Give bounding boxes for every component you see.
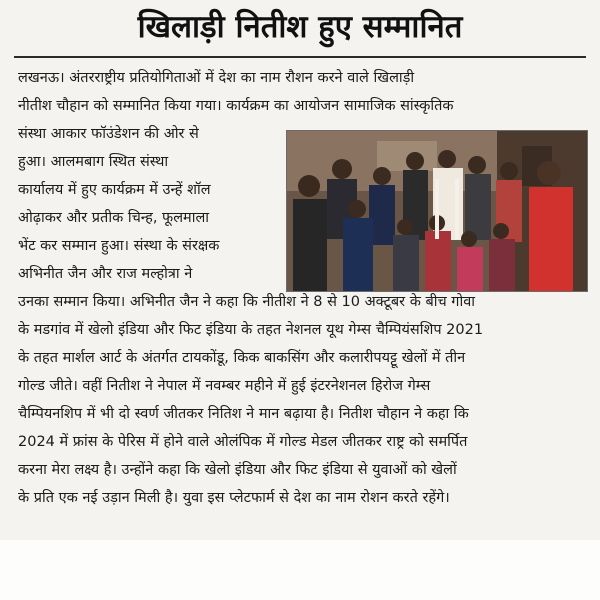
group-photo (286, 130, 588, 292)
body-line-7: भेंट कर सम्मान हुआ। संस्था के संरक्षक (18, 238, 220, 254)
body-line-8: अभिनीत जैन और राज मल्होत्रा ने (18, 266, 193, 282)
body-line-5: कार्यालय में हुए कार्यक्रम में उन्हें शॉल (18, 182, 211, 198)
body-line-3: संस्था आकार फॉउंडेशन की ओर से (18, 126, 199, 142)
body-line-1: लखनऊ। अंतरराष्ट्रीय प्रतियोगिताओं में देश का नाम रौशन करने वाले खिलाड़ी (18, 70, 415, 86)
group-photo-illustration (287, 131, 587, 291)
body-line-14: 2024 में फ्रांस के पेरिस में होने वाले ओलंपिक में गोल्ड मेडल जीतकर राष्ट्र को समर्पित (18, 434, 468, 450)
body-line-6: ओढ़ाकर और प्रतीक चिन्ह, फूलमाला (18, 210, 210, 226)
body-line-13: चैम्पियनशिप में भी दो स्वर्ण जीतकर नितिश ने मान बढ़ाया है। नितीश चौहान ने कहा कि (18, 406, 469, 422)
headline-divider (14, 56, 586, 58)
body-line-11: के तहत मार्शल आर्ट के अंतर्गत टायकोंडू, किक बाकसिंग और कलारीपयट्टू खेलों में तीन (18, 350, 466, 366)
body-line-16: के प्रति एक नई उड़ान मिली है। युवा इस प्लेटफार्म से देश का नाम रोशन करते रहेंगे। (18, 490, 450, 506)
body-line-15: करना मेरा लक्ष्य है। उन्होंने कहा कि खेलो इंडिया और फिट इंडिया से युवाओं को खेलों (18, 462, 457, 478)
body-line-4: हुआ। आलमबाग स्थित संस्था (18, 154, 169, 170)
body-line-2: नीतीश चौहान को सम्मानित किया गया। कार्यक्रम का आयोजन सामाजिक सांस्कृतिक (18, 98, 454, 114)
article-headline: खिलाड़ी नितीश हुए सम्मानित (137, 9, 463, 45)
body-line-12: गोल्ड जीते। वहीं नितीश ने नेपाल में नवम्बर महीने में हुई इंटरनेशनल हिरोज गेम्स (18, 378, 431, 394)
body-line-9: उनका सम्मान किया। अभिनीत जैन ने कहा कि नीतीश ने 8 से 10 अक्टूबर के बीच गोवा (18, 294, 476, 310)
page-bottom-margin (0, 540, 600, 600)
body-line-10: के मडगांव में खेलो इंडिया और फिट इंडिया के तहत नेशनल यूथ गेम्स चैम्पियंसशिप 2021 (18, 322, 484, 338)
